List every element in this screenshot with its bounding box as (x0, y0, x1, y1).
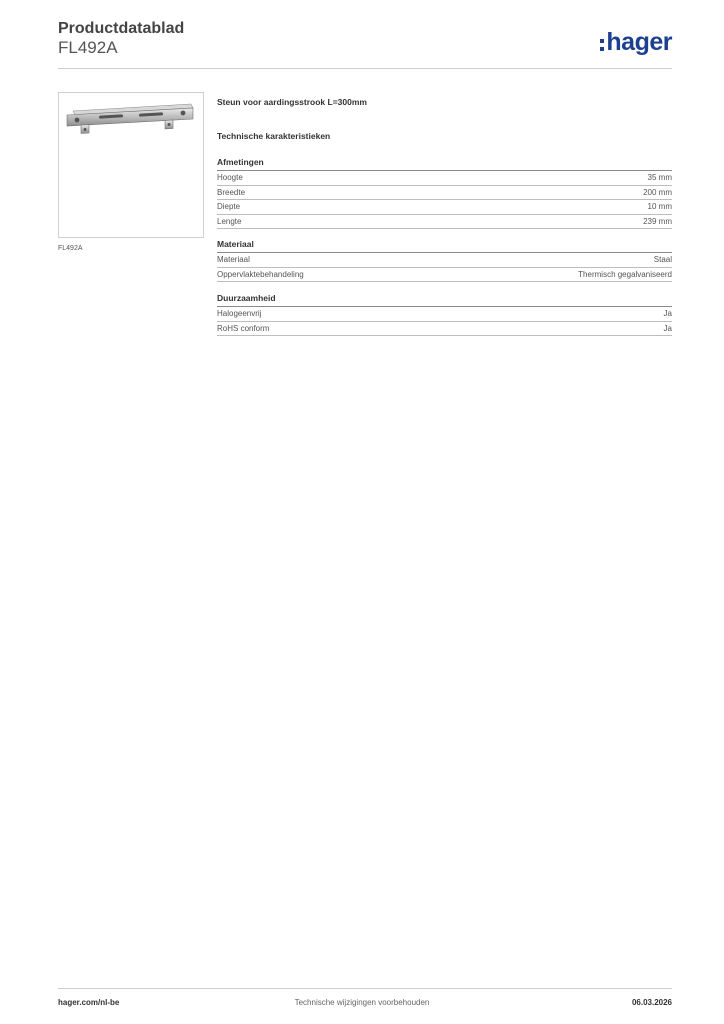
spec-row (217, 268, 672, 283)
spec-value: 35 mm (647, 173, 672, 182)
footer-disclaimer: Technische wijzigingen voorbehouden (294, 998, 430, 1007)
spec-label: Oppervlaktebehandeling (217, 269, 304, 279)
section-material (217, 238, 672, 282)
page-title: Productdatablad (58, 20, 185, 37)
section-title: Materiaal (217, 239, 254, 249)
spec-value: Staal (653, 255, 672, 264)
earthing-bar-support-icon (59, 93, 203, 237)
spec-label: Breedte (217, 187, 246, 197)
logo-text: hager (606, 28, 672, 56)
spec-row (217, 215, 672, 230)
header-divider (58, 68, 672, 69)
spec-value: 10 mm (647, 202, 672, 211)
spec-row (217, 307, 672, 322)
spec-row (217, 200, 672, 215)
footer-website-link[interactable]: hager.com/nl-be (58, 998, 120, 1007)
spec-label: Materiaal (217, 255, 250, 264)
footer-divider (58, 988, 672, 989)
section-sustainability (217, 292, 672, 336)
logo-colon-icon (600, 39, 604, 51)
spec-label: Diepte (217, 202, 241, 211)
spec-value: 239 mm (643, 216, 672, 226)
spec-row (217, 322, 672, 337)
spec-value: Ja (663, 309, 672, 318)
footer-date: 06.03.2026 (631, 998, 672, 1007)
section-title: Afmetingen (217, 157, 264, 167)
section-dimensions (217, 156, 672, 229)
spec-value: 200 mm (643, 187, 672, 197)
spec-value: Thermisch gegalvaniseerd (578, 269, 672, 279)
product-title: Steun voor aardingsstrook L=300mm (217, 97, 367, 107)
spec-label: Hoogte (217, 173, 243, 182)
section-title: Duurzaamheid (217, 293, 276, 303)
spec-row (217, 186, 672, 201)
product-image (58, 92, 204, 238)
spec-row (217, 253, 672, 268)
spec-label: Lengte (217, 216, 242, 226)
spec-row (217, 171, 672, 186)
image-caption: FL492A (58, 245, 83, 252)
hager-logo (600, 28, 672, 56)
spec-value: Ja (663, 323, 672, 333)
spec-label: RoHS conform (217, 323, 270, 333)
spec-label: Halogeenvrij (217, 309, 262, 318)
tech-characteristics-heading: Technische karakteristieken (217, 131, 331, 141)
product-code: FL492A (58, 38, 118, 57)
